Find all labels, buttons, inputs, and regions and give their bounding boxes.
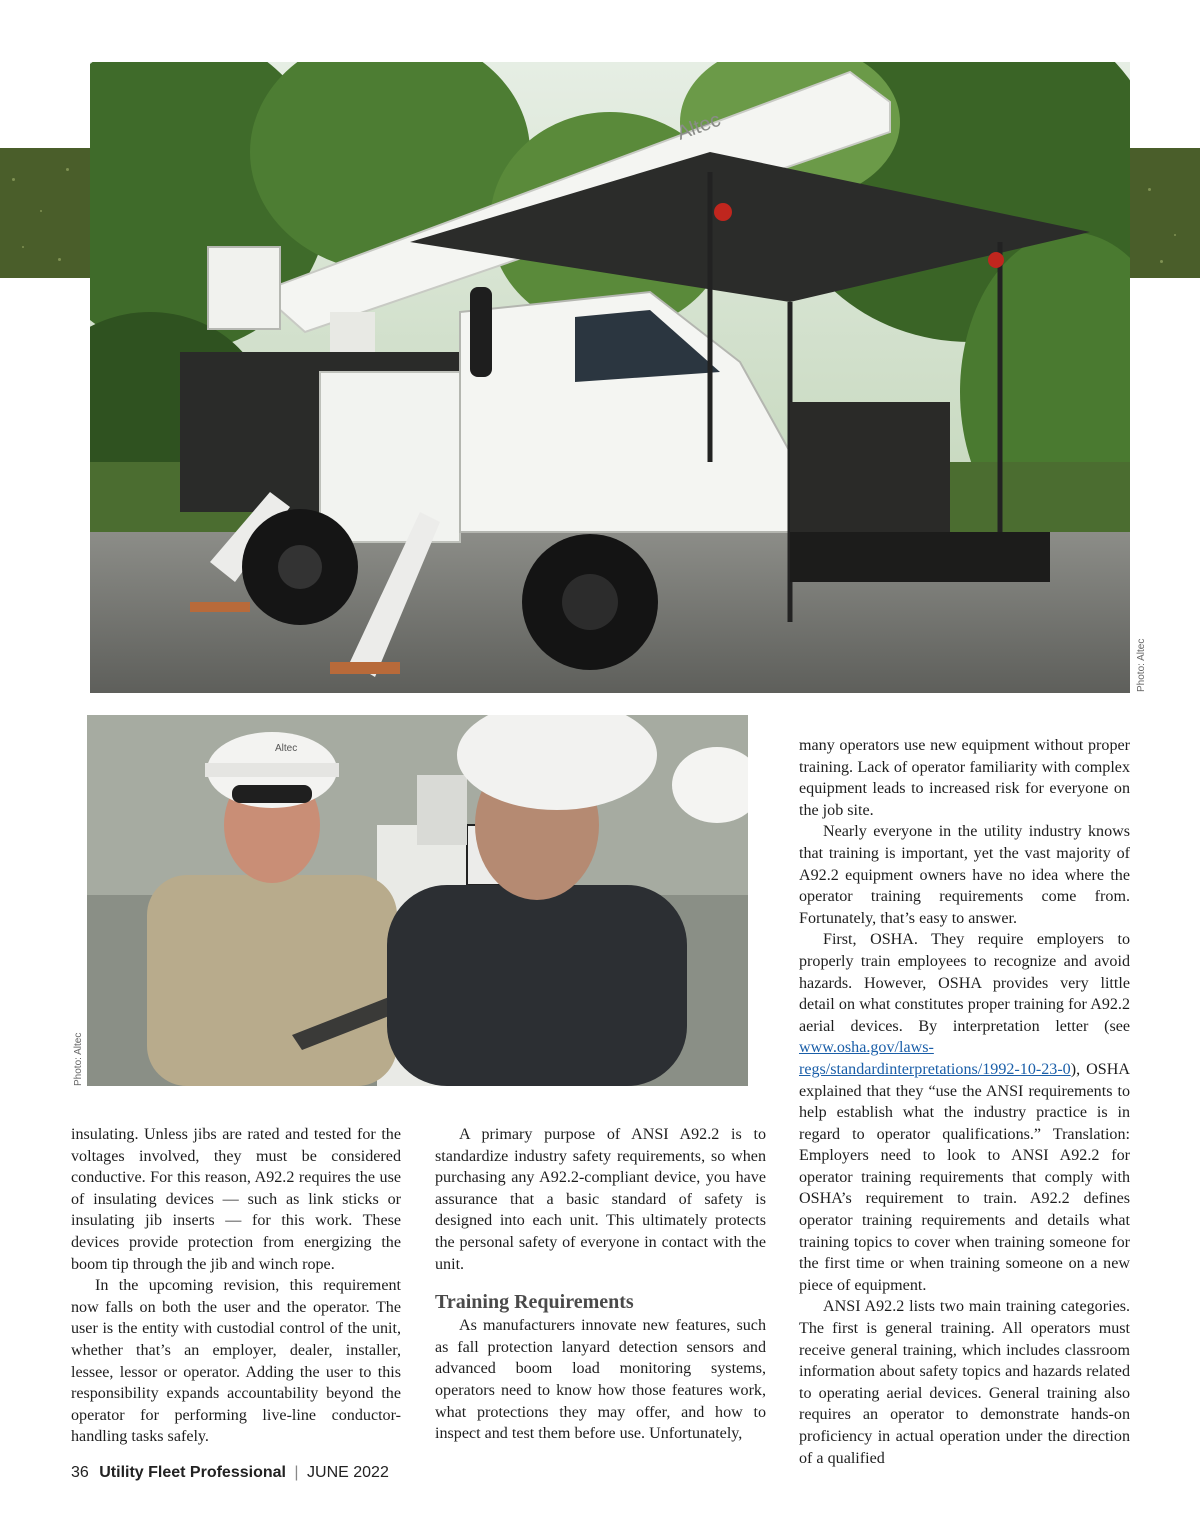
right-green-tab: [1130, 148, 1200, 278]
osha-interpretation-link[interactable]: www.osha.gov/laws-regs/standardinterpretations/1992-10-23-0: [799, 1039, 1071, 1078]
bucket-truck-photo: [90, 62, 1130, 693]
issue-date: JUNE 2022: [307, 1464, 389, 1481]
main-photo-credit: Photo: Altec: [1136, 638, 1147, 692]
footer-separator: |: [294, 1464, 299, 1481]
training-requirements-heading: Training Requirements: [435, 1291, 634, 1314]
article-column-2: [435, 1124, 766, 1445]
bucket-truck-illustration: [90, 62, 1130, 693]
left-green-tab: [0, 148, 90, 278]
column2-paragraph-1: A primary purpose of ANSI A92.2 is to standardize industry safety requirements, so when purchasing any A92.2-compliant device, you have assurance that a basic standard of safety is designed into each unit. This ultimately protects the personal safety of everyone in contact with the unit.: [435, 1126, 766, 1273]
column3-paragraph-4: ANSI A92.2 lists two main training categories. The first is general training. All operators must receive general training, which includes classroom information about safety topics and hazards related to operating aerial devices. General training also requires an operator to demonstrate hands-on proficiency in actual operation under the direction of a qualified: [799, 1298, 1130, 1467]
publication-name: Utility Fleet Professional: [99, 1464, 286, 1481]
article-column-3: [799, 735, 1130, 1469]
column2-paragraph-2: As manufacturers innovate new features, such as fall protection lanyard detection sensors and advanced boom load monitoring systems, operators need to know how those features work, what protections they may offer, and how to inspect and test them before use. Unfortunately,: [435, 1317, 766, 1443]
column3-paragraph-3: [799, 929, 1130, 1296]
column3-paragraph-2: Nearly everyone in the utility industry knows that training is important, yet the vast majority of A92.2 equipment owners have no idea where the operator training requirements come from. Fortunately, that’s easy to answer.: [799, 823, 1130, 927]
helmet-logo-text: Altec: [275, 743, 298, 754]
article-column-1: [71, 1124, 401, 1448]
column3-paragraph-3-start: First, OSHA. They require employers to properly train employees to recognize and avoid hazards. However, OSHA provides very little detail on what constitutes proper training for A92.2 aerial devices. By interpretation letter (see: [799, 931, 1130, 1035]
column1-paragraph-2: In the upcoming revision, this requirement now falls on both the user and the operator. The user is the entity with custodial control of the unit, whether that’s an employer, dealer, installer, lessee, lessor or operator. Adding the user to this responsibility expands accountability beyond the operator for performing live-line conductor-handling tasks safely.: [71, 1277, 401, 1446]
page-footer: [71, 1464, 389, 1482]
workers-illustration: [87, 715, 748, 1086]
column3-paragraph-1: many operators use new equipment without proper training. Lack of operator familiarity with complex equipment leads to increased risk for everyone on the job site.: [799, 737, 1130, 819]
boom-brand-text: Altec: [674, 108, 724, 145]
second-photo-credit: Photo: Altec: [73, 1032, 84, 1086]
column1-paragraph-1: insulating. Unless jibs are rated and tested for the voltages involved, they must be considered conductive. For this reason, A92.2 requires the use of insulating devices — such as link sticks or insulating jib inserts — for this work. These devices provide protection from energizing the boom tip through the jib and winch rope.: [71, 1126, 401, 1273]
column3-paragraph-3-end: ), OSHA explained that they “use the ANSI requirements to help establish what the industry practice is in regard to operator qualifications.” Translation: Employers need to look to ANSI A92.2 for operator training requirements that comply with OSHA’s requirement to train. A92.2 defines operator training requirements and details what training topics to cover when training someone for the first time or when training someone on a new piece of equipment.: [799, 1060, 1130, 1294]
page-number: 36: [71, 1464, 89, 1481]
workers-photo: [87, 715, 748, 1086]
